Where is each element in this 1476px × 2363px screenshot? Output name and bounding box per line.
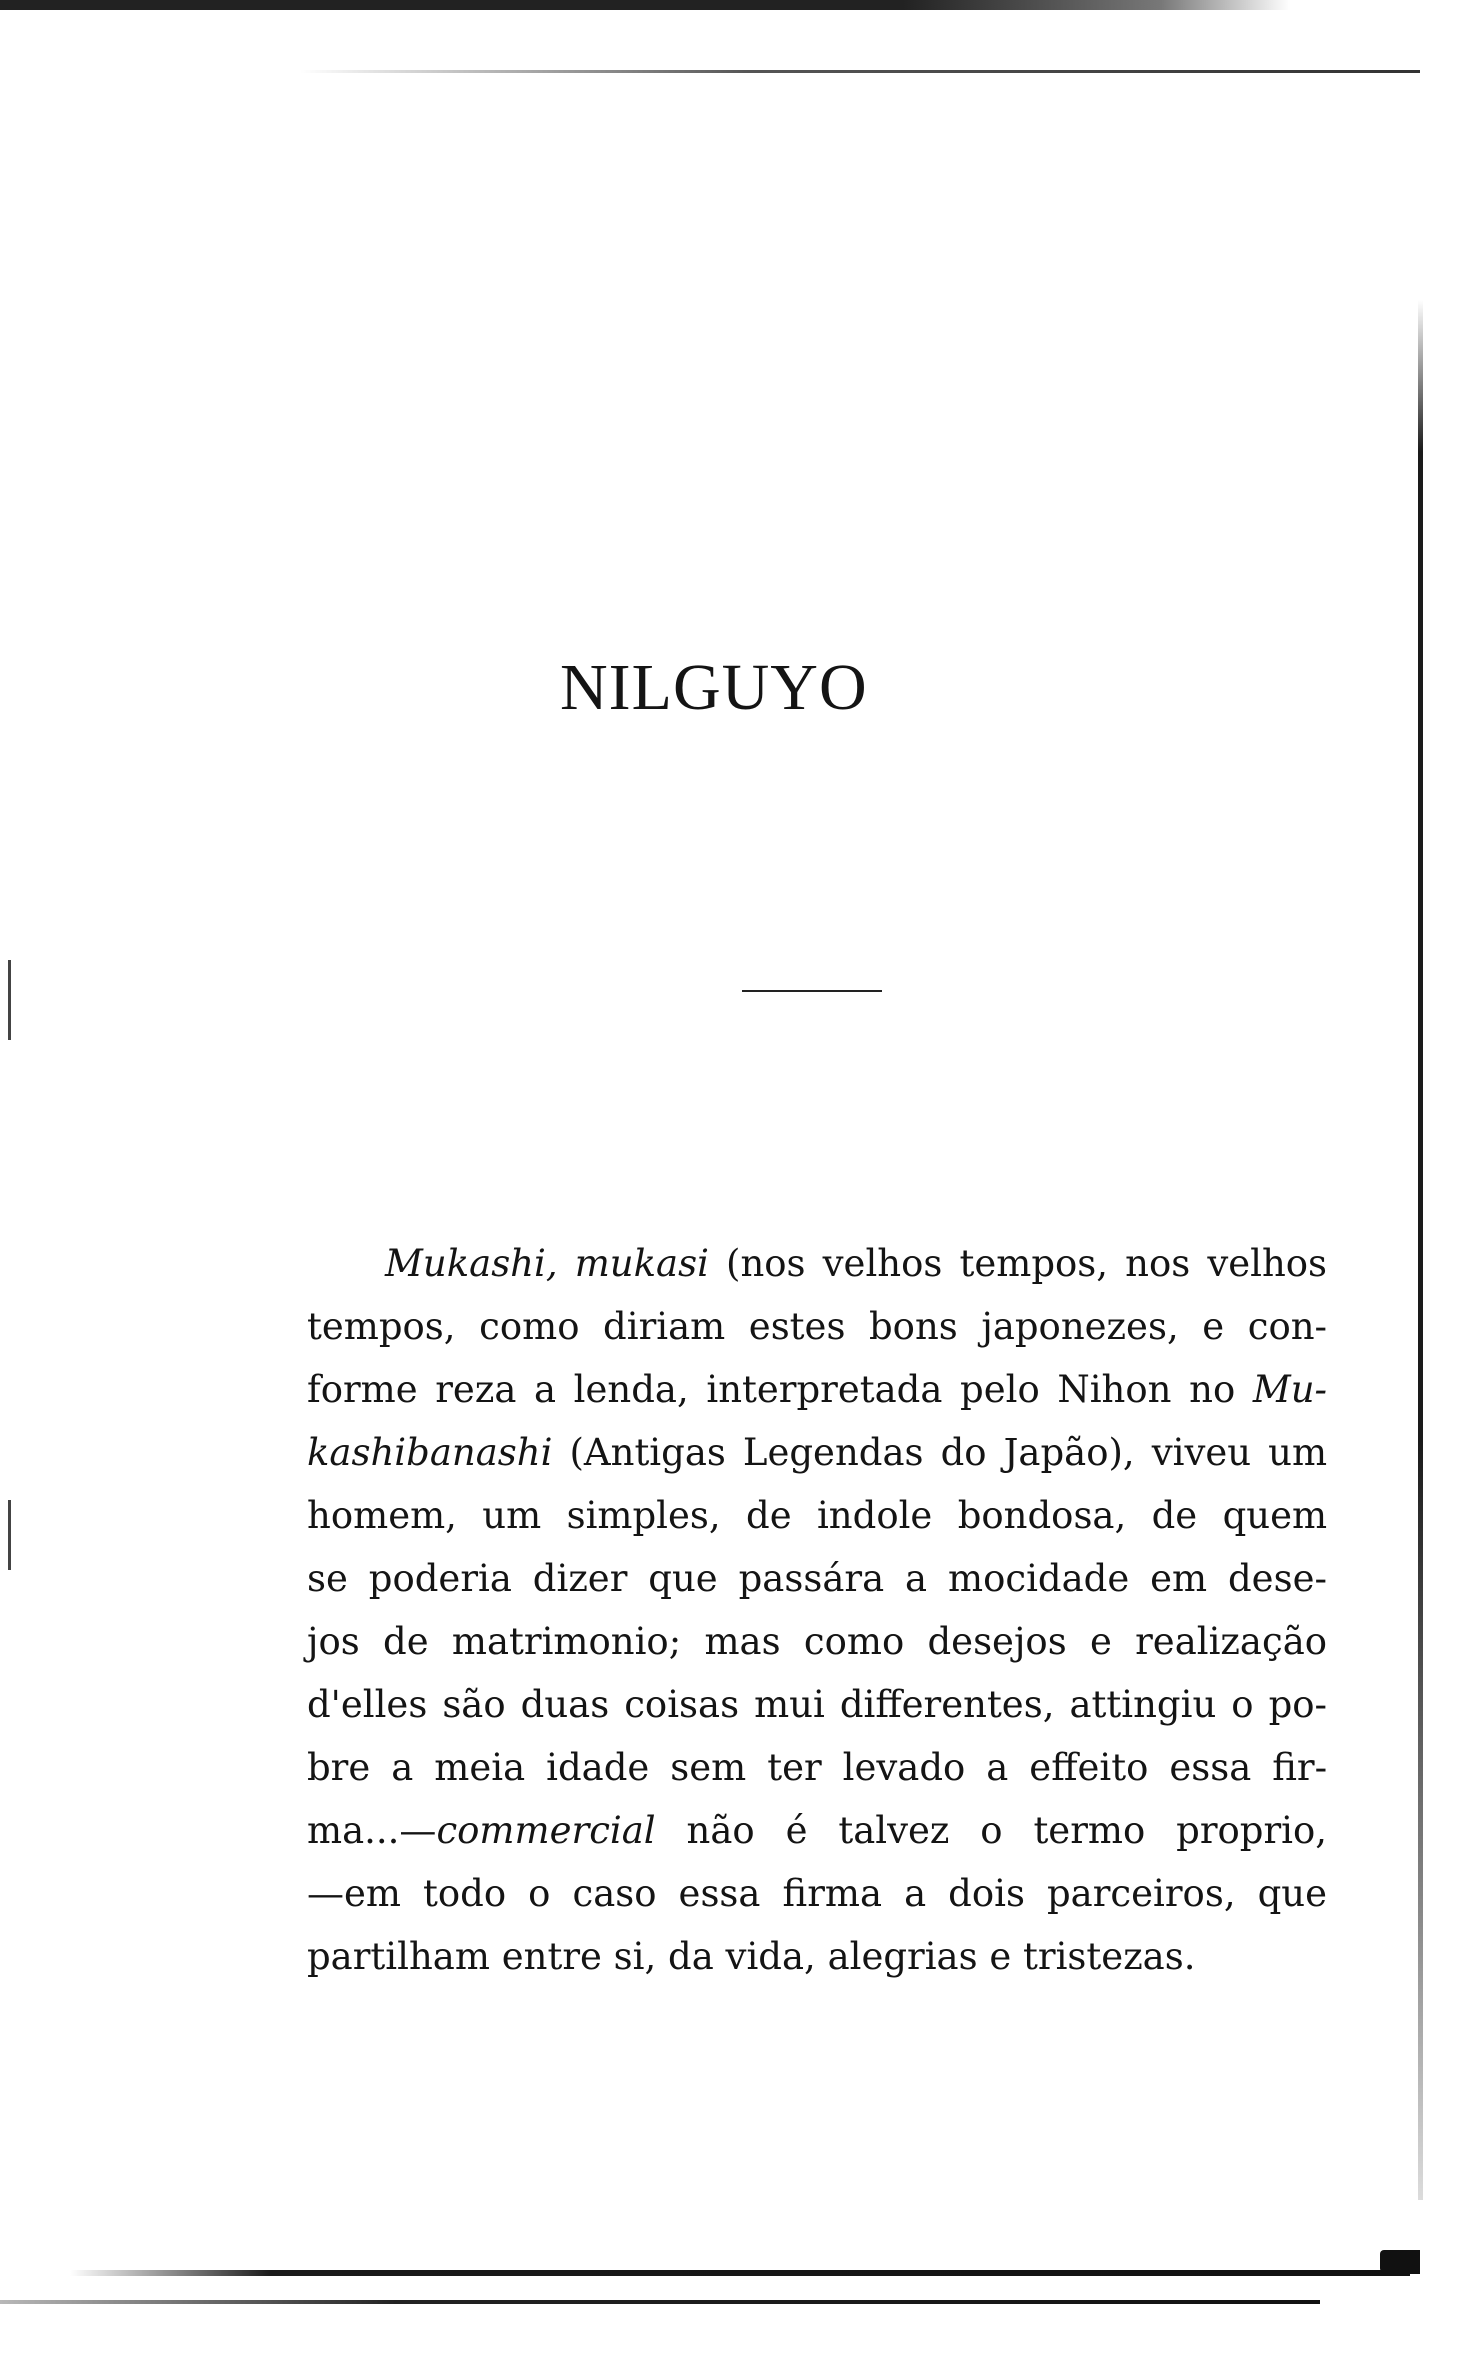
word: (nos [726,1242,806,1285]
word: um [1268,1431,1328,1474]
word: alegrias [827,1935,978,1978]
scan-edge-top-thin [300,70,1420,73]
word: firma [782,1872,883,1915]
paragraph-line [307,1358,1327,1421]
word: Nihon [1057,1368,1172,1411]
word: lenda, [573,1368,689,1411]
paragraph-line [307,1484,1327,1547]
word: forme [307,1368,418,1411]
word: do [940,1431,987,1474]
word: da [668,1935,714,1978]
word: e [1089,1620,1112,1663]
scan-edge-bottom [70,2270,1410,2276]
word: sem [670,1746,747,1789]
word: levado [842,1746,966,1789]
word: caso [572,1872,657,1915]
word: attingiu [1069,1683,1217,1726]
word: fir- [1272,1746,1328,1789]
word: e [1202,1305,1225,1348]
word: diriam [603,1305,726,1348]
word: tempos, [307,1305,456,1348]
word: talvez [838,1809,950,1852]
paragraph-line [307,1799,1327,1862]
word: homem, [307,1494,457,1537]
italic-word: Mukashi, [385,1242,558,1285]
word: de [746,1494,792,1537]
word: a [904,1872,927,1915]
word: vida, [725,1935,816,1978]
page-title: NILGUYO [560,651,868,724]
word: si, [613,1935,657,1978]
word: simples, [566,1494,721,1537]
italic-word: mukasi [574,1242,709,1285]
word: nos [1125,1242,1191,1285]
word: —em [307,1872,401,1915]
paragraph-line [307,1610,1327,1673]
word: viveu [1151,1431,1252,1474]
scan-edge-top [0,0,1290,10]
scan-edge-right [1418,300,1423,2200]
word: no [1189,1368,1236,1411]
paragraph-line [307,1925,1327,1988]
scan-edge-corner [1380,2250,1420,2274]
word: indole [816,1494,933,1537]
title-divider [742,990,882,992]
word: duas [520,1683,610,1726]
word: de [383,1620,429,1663]
word: desejos [927,1620,1067,1663]
word: bons [869,1305,958,1348]
word: a [534,1368,557,1411]
word: dese- [1228,1557,1327,1600]
word: essa [1169,1746,1252,1789]
word: um [482,1494,542,1537]
scan-edge-bottom-lower [0,2300,1320,2304]
word: idade [546,1746,650,1789]
word: pelo [960,1368,1040,1411]
word: realização [1135,1620,1328,1663]
paragraph-line [307,1421,1327,1484]
word: essa [678,1872,761,1915]
word: estes [748,1305,846,1348]
word: parceiros, [1046,1872,1236,1915]
paragraph-line [307,1547,1327,1610]
word: (Antigas [569,1431,726,1474]
word: a [391,1746,414,1789]
italic-word: Mu- [1252,1368,1328,1411]
word: tristezas. [1023,1935,1196,1978]
word: bre [307,1746,371,1789]
word: tempos, [959,1242,1109,1285]
word: partilham [307,1935,490,1978]
word: coisas [624,1683,740,1726]
word: o [1231,1683,1254,1726]
word: todo [423,1872,507,1915]
word: Japão), [1003,1431,1135,1474]
word: o [528,1872,551,1915]
word: mas [704,1620,781,1663]
word: quem [1222,1494,1328,1537]
word: que [1257,1872,1328,1915]
paragraph-line [307,1862,1327,1925]
word: bondosa, [957,1494,1127,1537]
word: effeito [1029,1746,1149,1789]
word: como [803,1620,905,1663]
word: japonezes, [981,1305,1179,1348]
word: interpretada [706,1368,943,1411]
word: Legendas [742,1431,924,1474]
word: velhos [822,1242,943,1285]
word: são [442,1683,506,1726]
word: differentes, [839,1683,1055,1726]
word: proprio, [1176,1809,1328,1852]
word: mocidade [947,1557,1130,1600]
word: a [905,1557,928,1600]
body-paragraph [307,1232,1327,1988]
paragraph-line [307,1673,1327,1736]
word: se [307,1557,348,1600]
scan-edge-left-mark [8,960,11,1040]
word: dois [948,1872,1025,1915]
word: meia [434,1746,526,1789]
word: po- [1268,1683,1328,1726]
scan-edge-left-mark [8,1500,11,1570]
paragraph-line [307,1232,1327,1295]
word: não [686,1809,755,1852]
word: a [986,1746,1009,1789]
word: de [1151,1494,1198,1537]
paragraph-line [307,1295,1327,1358]
word: que [648,1557,718,1600]
word: velhos [1207,1242,1328,1285]
word: entre [501,1935,602,1978]
paragraph-line [307,1736,1327,1799]
word: como [479,1305,580,1348]
word: termo [1033,1809,1146,1852]
word: poderia [368,1557,512,1600]
word: em [1150,1557,1208,1600]
word: ter [767,1746,822,1789]
word: jos [307,1620,360,1663]
word: e [989,1935,1012,1978]
italic-word: kashibanashi [307,1431,553,1474]
word: dizer [532,1557,628,1600]
word: ma...— [307,1809,437,1852]
word: o [980,1809,1003,1852]
word: d'elles [307,1683,428,1726]
word: con- [1247,1305,1328,1348]
word: matrimonio; [451,1620,682,1663]
word: mui [754,1683,825,1726]
word: reza [435,1368,517,1411]
word: é [785,1809,808,1852]
word: passára [738,1557,885,1600]
italic-word: commercial [436,1809,656,1852]
